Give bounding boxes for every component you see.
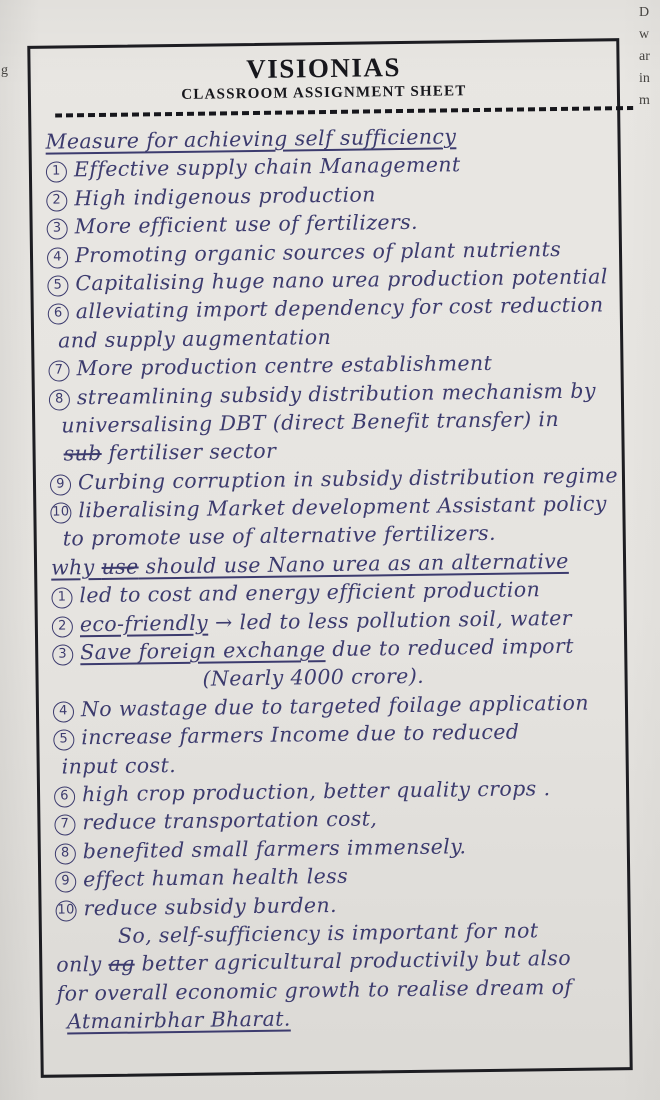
left-page-edge-text-fragment: g — [1, 63, 8, 78]
page-subtitle: CLASSROOM ASSIGNMENT SHEET — [181, 83, 467, 103]
text-segment: only — [56, 952, 109, 977]
circled-number: 3 — [52, 644, 73, 665]
text-segment: reduce transportation cost, — [82, 806, 378, 835]
text-segment: led to cost and energy efficient production — [79, 577, 541, 608]
text-segment: input cost. — [61, 752, 177, 779]
text-segment: increase farmers Income due to reduced — [81, 719, 520, 750]
text-segment: ag — [108, 951, 135, 977]
text-segment: and supply augmentation — [57, 324, 332, 353]
text-segment: better agricultural productivily but also — [134, 946, 572, 976]
text-segment: eco-friendly — [79, 610, 209, 636]
text-segment: → led to less pollution soil, water — [207, 605, 573, 635]
edge-text-fragment: in — [639, 71, 650, 86]
text-segment: High indigenous production — [74, 182, 376, 211]
text-segment: fertiliser sector — [101, 438, 277, 466]
text-segment: liberalising Market development Assistant policy — [78, 491, 607, 523]
text-segment: benefited small farmers immensely. — [82, 834, 467, 864]
text-segment: should use Nano urea as an alternative — [138, 548, 569, 579]
text-segment: reduce subsidy burden. — [83, 892, 338, 920]
edge-text-fragment: D — [639, 5, 650, 20]
text-segment: alleviating import dependency for cost reduction — [75, 292, 604, 324]
circled-number: 4 — [47, 247, 68, 268]
edge-text-fragment: w — [639, 27, 650, 42]
text-segment: streamlining subsidy distribution mechanism by — [76, 378, 596, 409]
page-title: VISIONIAS — [246, 52, 402, 85]
circled-number: 5 — [53, 730, 74, 751]
circled-number: 6 — [54, 786, 75, 807]
dashed-separator — [55, 106, 633, 118]
assignment-sheet-border-frame — [27, 38, 632, 1078]
circled-number: 7 — [48, 361, 69, 382]
handwritten-line — [67, 1000, 629, 1036]
handwritten-notes — [31, 116, 629, 1036]
circled-number: 9 — [50, 474, 71, 495]
text-segment: universalising DBT (direct Benefit transfer) in — [61, 406, 560, 438]
circled-number: 2 — [46, 190, 67, 211]
text-segment: use — [101, 554, 139, 579]
text-segment: sub — [63, 441, 102, 466]
right-page-edge-text-fragments — [639, 2, 659, 112]
text-segment: More efficient use of fertilizers. — [74, 209, 419, 239]
circled-number: 8 — [49, 389, 70, 410]
text-segment: (Nearly 4000 crore). — [202, 664, 425, 692]
text-segment: More production centre establishment — [76, 350, 493, 381]
text-segment: Effective supply chain Management — [73, 152, 461, 182]
text-segment: So, self-sufficiency is important for not — [117, 918, 539, 948]
circled-number: 1 — [51, 588, 72, 609]
text-segment: Measure for achieving self sufficiency — [45, 124, 457, 154]
edge-text-fragment: m — [639, 93, 650, 108]
text-segment: why — [50, 554, 102, 580]
circled-number: 3 — [47, 219, 68, 240]
circled-number: 1 — [46, 162, 67, 183]
text-segment: Promoting organic sources of plant nutrients — [74, 236, 562, 267]
circled-number: 6 — [48, 304, 69, 325]
text-segment: No wastage due to targeted foilage application — [80, 690, 590, 722]
circled-number: 10 — [50, 502, 71, 523]
text-segment: effect human health less — [83, 863, 349, 892]
text-segment: Curbing corruption in subsidy distribution regime — [77, 462, 619, 494]
text-segment: Capitalising huge nano urea production potential — [75, 264, 608, 296]
circled-number: 9 — [55, 872, 76, 893]
circled-number: 7 — [54, 815, 75, 836]
text-segment: Save foreign exchange — [80, 637, 326, 665]
text-segment: high crop production, better quality crops . — [81, 776, 551, 807]
circled-number: 10 — [55, 900, 76, 921]
text-segment: due to reduced import — [325, 633, 574, 662]
circled-number: 4 — [53, 701, 74, 722]
text-segment: for overall economic growth to realise dream of — [56, 974, 573, 1006]
text-segment: to promote use of alternative fertilizers. — [62, 521, 497, 551]
circled-number: 5 — [47, 275, 68, 296]
edge-text-fragment: ar — [639, 49, 650, 64]
circled-number: 2 — [52, 616, 73, 637]
circled-number: 8 — [55, 843, 76, 864]
text-segment: Atmanirbhar Bharat. — [66, 1006, 291, 1034]
